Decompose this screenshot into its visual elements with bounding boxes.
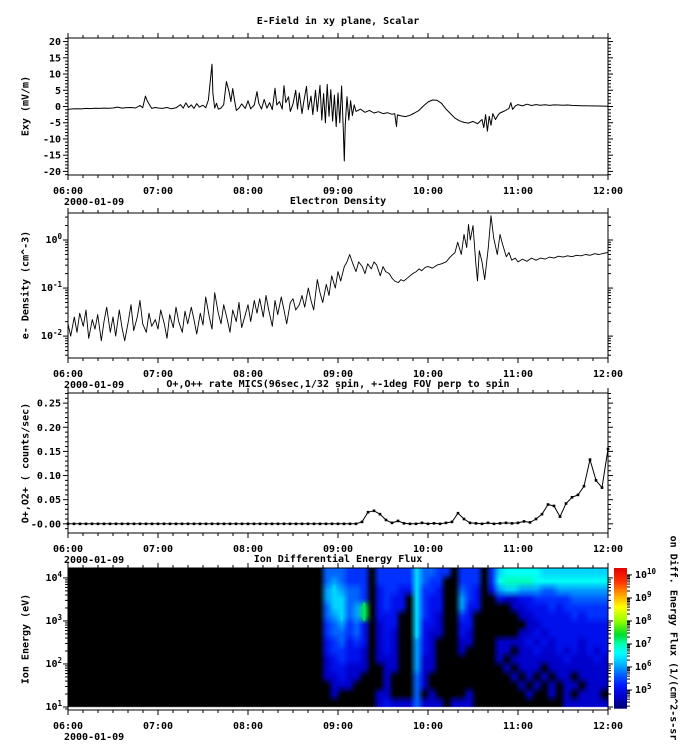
svg-text:12:00: 12:00 <box>592 369 624 380</box>
data-line-1 <box>68 64 608 161</box>
svg-text:07:00: 07:00 <box>142 369 174 380</box>
svg-text:09:00: 09:00 <box>322 369 354 380</box>
svg-text:06:00: 06:00 <box>52 369 84 380</box>
svg-text:0: 0 <box>54 102 61 113</box>
svg-text:-0.00: -0.00 <box>30 519 61 531</box>
panel-4-plot <box>45 563 623 732</box>
svg-text:10-1: $10^{-1}$ <box>40 280 62 295</box>
svg-text:06:00: 06:00 <box>52 721 84 732</box>
svg-text:20: 20 <box>48 37 61 49</box>
svg-text:-10: -10 <box>42 134 61 146</box>
svg-text:08:00: 08:00 <box>232 369 264 380</box>
panel-title-efield: E-Field in xy plane, Scalar <box>256 16 420 27</box>
svg-text:07:00: 07:00 <box>142 721 174 732</box>
svg-text:109: $10^9$ <box>635 589 652 604</box>
svg-text:11:00: 11:00 <box>502 186 534 197</box>
svg-text:106: $10^6$ <box>635 659 652 674</box>
svg-text:5: 5 <box>54 85 61 97</box>
svg-text:104: $10^4$ <box>45 569 62 584</box>
svg-text:09:00: 09:00 <box>322 721 354 732</box>
date-label-1: 2000-01-09 <box>64 197 125 208</box>
date-label-4: 2000-01-09 <box>64 732 125 743</box>
svg-text:10-2: $10^{-2}$ <box>40 328 62 343</box>
svg-text:06:00: 06:00 <box>52 544 84 555</box>
svg-text:12:00: 12:00 <box>592 186 624 197</box>
svg-text:0.05: 0.05 <box>36 495 61 507</box>
y-axis-label-ion-rate: O+,O2+ ( counts/sec) <box>20 402 32 524</box>
svg-text:10: 10 <box>48 69 61 81</box>
svg-text:12:00: 12:00 <box>592 544 624 555</box>
svg-text:1010: $10^{10}$ <box>635 566 657 581</box>
svg-text:06:00: 06:00 <box>52 186 84 197</box>
svg-text:09:00: 09:00 <box>322 544 354 555</box>
svg-text:07:00: 07:00 <box>142 186 174 197</box>
svg-text:0.25: 0.25 <box>36 398 61 410</box>
svg-text:11:00: 11:00 <box>502 369 534 380</box>
svg-text:12:00: 12:00 <box>592 721 624 732</box>
y-axis-label-efield: Exy (mV/m) <box>20 75 32 137</box>
svg-text:10:00: 10:00 <box>412 721 444 732</box>
svg-text:103: $10^3$ <box>45 612 62 627</box>
svg-text:10:00: 10:00 <box>412 186 444 197</box>
panel-3-plot <box>31 388 623 555</box>
svg-text:11:00: 11:00 <box>502 544 534 555</box>
panel-1-plot <box>43 33 623 197</box>
svg-text:108: $10^8$ <box>635 612 652 627</box>
svg-text:11:00: 11:00 <box>502 721 534 732</box>
svg-text:-15: -15 <box>42 150 61 162</box>
data-line-3 <box>68 449 608 524</box>
svg-text:107: $10^7$ <box>635 635 652 650</box>
svg-text:105: $10^5$ <box>635 682 652 697</box>
svg-text:0.20: 0.20 <box>36 422 61 434</box>
svg-text:100: $10^0$ <box>45 232 62 247</box>
svg-text:0.15: 0.15 <box>36 446 61 458</box>
date-label-3: 2000-01-09 <box>64 555 125 566</box>
panel-title-electron-density: Electron Density <box>289 196 387 207</box>
svg-text:07:00: 07:00 <box>142 544 174 555</box>
svg-text:101: $10^1$ <box>45 698 62 713</box>
svg-text:09:00: 09:00 <box>322 186 354 197</box>
data-line-2 <box>68 216 608 341</box>
svg-text:-20: -20 <box>42 166 61 178</box>
svg-text:08:00: 08:00 <box>232 544 264 555</box>
panel-title-ion-rate: O+,O++ rate MICS(96sec,1/32 spin, +-1deg FOV perp to spin <box>166 379 510 390</box>
svg-text:0.10: 0.10 <box>36 471 61 483</box>
panel-2-plot <box>41 208 623 380</box>
svg-text:08:00: 08:00 <box>232 186 264 197</box>
svg-text:15: 15 <box>48 53 61 65</box>
y-axis-label-density: e- Density (cm^-3) <box>20 230 32 340</box>
date-label-2: 2000-01-09 <box>64 380 125 391</box>
colorbar-label: on Diff. Energy Flux (1/(cm^2-s-sr <box>667 535 679 741</box>
panel-title-ion-flux: Ion Differential Energy Flux <box>253 554 423 565</box>
svg-text:102: $10^2$ <box>45 655 62 670</box>
svg-text:08:00: 08:00 <box>232 721 264 732</box>
svg-text:10:00: 10:00 <box>412 544 444 555</box>
svg-text:-5: -5 <box>48 118 61 130</box>
colorbar <box>614 567 657 709</box>
y-axis-label-ion-energy: Ion Energy (eV) <box>20 593 32 685</box>
svg-text:10:00: 10:00 <box>412 369 444 380</box>
